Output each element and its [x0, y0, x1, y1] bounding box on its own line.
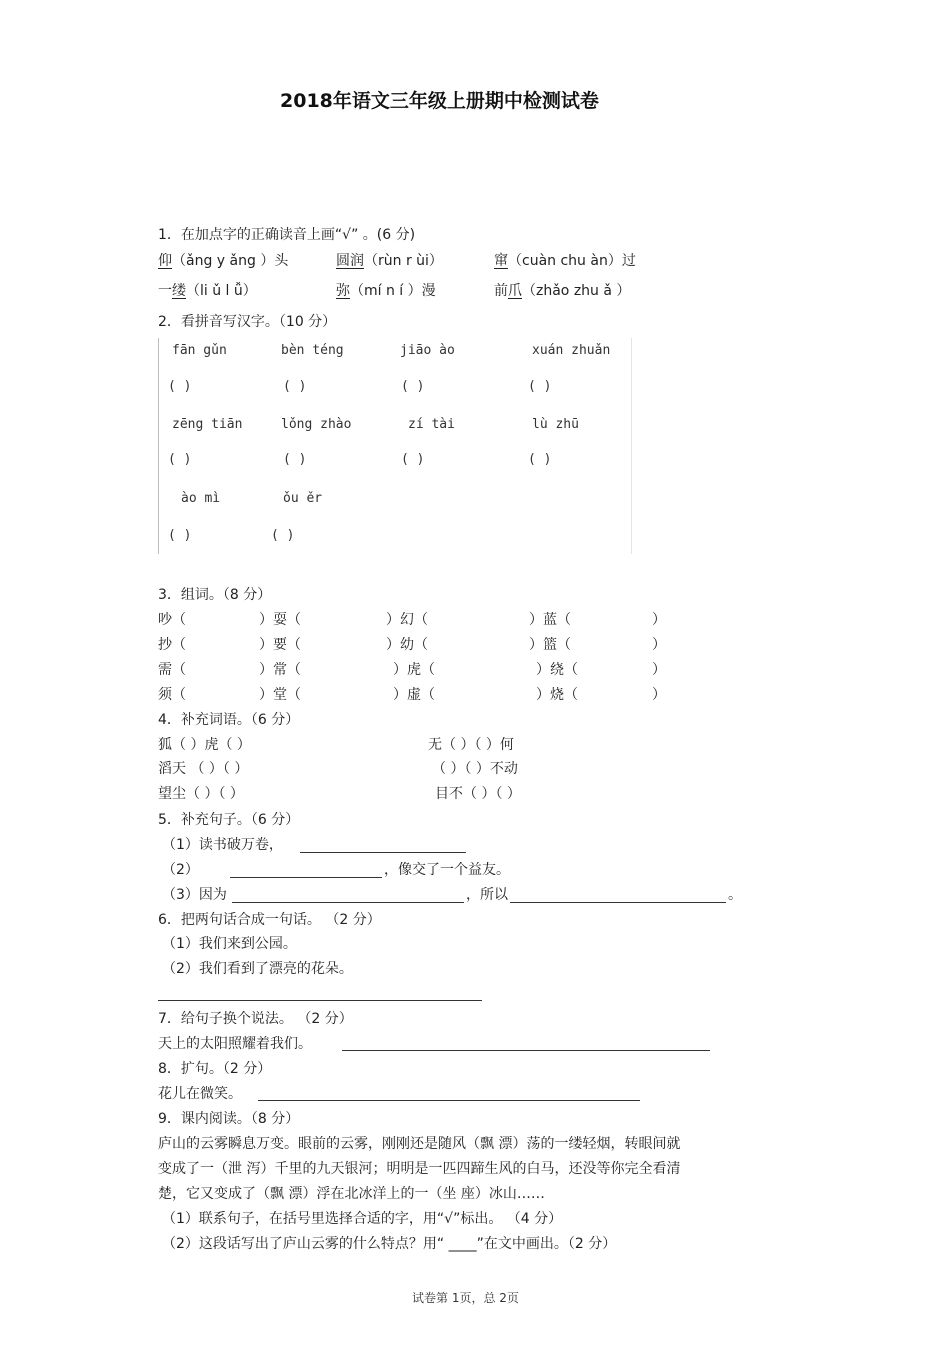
pinyin-word: zēng tiān: [172, 417, 243, 432]
answer-blank: [342, 1050, 710, 1051]
q6-line-2: （2）我们看到了漂亮的花朵。: [162, 961, 353, 977]
q3-cell: ）绕（: [536, 662, 578, 678]
q3-cell: ）幼（: [386, 637, 428, 653]
q3-cell: 抄（: [158, 637, 186, 653]
q3-cell: ）要（: [259, 637, 301, 653]
q4-idiom: 狐（ ）虎（ ）: [158, 737, 251, 753]
pinyin-options: （li ǔ l ǚ）: [186, 283, 257, 299]
pinyin-word: lǒng zhào: [281, 417, 352, 432]
q1-item-5: [336, 284, 436, 298]
dotted-char: 弥: [336, 283, 350, 299]
pinyin-options: （mí n í ）漫: [350, 283, 436, 299]
pinyin-options: （ǎng y ǎng ）头: [172, 253, 289, 269]
q9-subquestion-2: （2）这段话写出了庐山云雾的什么特点？用“ ____”在文中画出。（2 分）: [162, 1236, 617, 1252]
q5-line-1: （1）读书破万卷，: [162, 837, 283, 853]
q1-heading: 1．在加点字的正确读音上画“√” 。(6 分): [158, 227, 416, 243]
q3-cell: ）: [652, 612, 666, 628]
answer-parens: ( ): [528, 452, 552, 467]
q3-cell: ）虎（: [393, 662, 435, 678]
dotted-char: 仰: [158, 253, 172, 269]
dotted-char: 爪: [508, 283, 522, 299]
q7-sentence: 天上的太阳照耀着我们。: [158, 1036, 312, 1052]
q4-idiom: 无（ ）（ ）何: [428, 737, 514, 753]
pinyin-word: bèn téng: [281, 343, 344, 358]
answer-blank: [510, 902, 726, 903]
q1-item-3: [494, 254, 636, 268]
dotted-char: 窜: [494, 253, 508, 269]
q3-cell: ）常（: [259, 662, 301, 678]
q3-cell: ）烧（: [536, 687, 578, 703]
pinyin-word: fān gǔn: [172, 343, 227, 358]
answer-parens: ( ): [283, 452, 307, 467]
answer-parens: ( ): [283, 379, 307, 394]
pinyin-word: zí tài: [408, 417, 455, 432]
q1-item-1: [158, 254, 288, 268]
q3-cell: ）: [652, 662, 666, 678]
q3-cell: 吵（: [158, 612, 186, 628]
q3-cell: ）虚（: [393, 687, 435, 703]
q3-cell: ）耍（: [259, 612, 301, 628]
q4-idiom: 望尘（ ）（ ）: [158, 786, 244, 802]
answer-parens: ( ): [401, 452, 425, 467]
pinyin-word: xuán zhuǎn: [532, 343, 611, 358]
answer-blank: [300, 852, 466, 853]
q5-line-2a: （2）: [162, 862, 199, 878]
pinyin-options: （zhǎo zhu ǎ ）: [522, 283, 631, 299]
answer-parens: ( ): [168, 379, 192, 394]
answer-parens: ( ): [401, 379, 425, 394]
q3-heading: 3．组词。（8 分）: [158, 587, 272, 603]
q8-heading: 8．扩句。（2 分）: [158, 1061, 272, 1077]
answer-blank: [230, 877, 382, 878]
pinyin-word: lù zhū: [532, 417, 579, 432]
pinyin-word: ǒu ěr: [283, 491, 323, 506]
pinyin-word: jiāo ào: [400, 343, 455, 358]
page-footer: 试卷第 1页，总 2页: [412, 1291, 519, 1305]
q3-cell: ）幻（: [386, 612, 428, 628]
plain-char: 一: [158, 283, 172, 299]
dotted-char: 圆润: [336, 253, 364, 269]
q1-item-2: [336, 254, 443, 268]
q1-item-6: [494, 284, 630, 298]
dotted-char: 缕: [172, 283, 186, 299]
pinyin-options: （cuàn chu àn）过: [508, 253, 636, 269]
answer-blank: [258, 1100, 640, 1101]
q9-passage-line: 庐山的云雾瞬息万变。眼前的云雾，刚刚还是随风（飘 漂）荡的一缕轻烟，转眼间就: [158, 1136, 681, 1152]
q5-line-3b: ，所以: [466, 887, 508, 903]
page-title: 2018年语文三年级上册期中检测试卷: [280, 90, 599, 112]
q7-heading: 7．给句子换个说法。 （2 分）: [158, 1011, 353, 1027]
q3-cell: ）蓝（: [529, 612, 571, 628]
q4-idiom: （ ）（ ）不动: [432, 761, 518, 777]
q3-cell: 需（: [158, 662, 186, 678]
q6-heading: 6．把两句话合成一句话。 （2 分）: [158, 912, 381, 928]
q3-cell: ）堂（: [259, 687, 301, 703]
q8-sentence: 花儿在微笑。: [158, 1086, 242, 1102]
q5-line-2b: ，像交了一个益友。: [384, 862, 510, 878]
q3-cell: ）篮（: [529, 637, 571, 653]
pinyin-options: （rùn r ùi）: [364, 253, 443, 269]
q5-line-3a: （3）因为: [162, 887, 227, 903]
q9-passage-line: 变成了一（泄 泻）千里的九天银河；明明是一匹四蹄生风的白马，还没等你完全看清: [158, 1161, 681, 1177]
q6-line-1: （1）我们来到公园。: [162, 936, 297, 952]
q2-heading: 2．看拼音写汉字。（10 分）: [158, 314, 337, 330]
answer-blank: [158, 1000, 482, 1001]
answer-parens: ( ): [168, 452, 192, 467]
q4-idiom: 滔天 （ ）（ ）: [158, 761, 249, 777]
q5-line-3c: 。: [728, 887, 742, 903]
answer-parens: ( ): [271, 528, 295, 543]
q9-heading: 9．课内阅读。（8 分）: [158, 1111, 300, 1127]
q1-item-4: [158, 284, 257, 298]
q9-subquestion-1: （1）联系句子，在括号里选择合适的字，用“√”标出。 （4 分）: [162, 1211, 563, 1227]
q9-passage-line: 楚，它又变成了（飘 漂）浮在北冰洋上的一（坐 座）冰山……: [158, 1186, 545, 1202]
q4-heading: 4．补充词语。（6 分）: [158, 712, 300, 728]
answer-blank: [232, 902, 464, 903]
pinyin-box: [158, 338, 632, 554]
q4-idiom: 目不（ ）（ ）: [435, 786, 521, 802]
plain-char: 前: [494, 283, 508, 299]
q3-cell: 须（: [158, 687, 186, 703]
q3-cell: ）: [652, 687, 666, 703]
q5-heading: 5．补充句子。（6 分）: [158, 812, 300, 828]
pinyin-word: ào mì: [181, 491, 221, 506]
answer-parens: ( ): [168, 528, 192, 543]
answer-parens: ( ): [528, 379, 552, 394]
q3-cell: ）: [652, 637, 666, 653]
